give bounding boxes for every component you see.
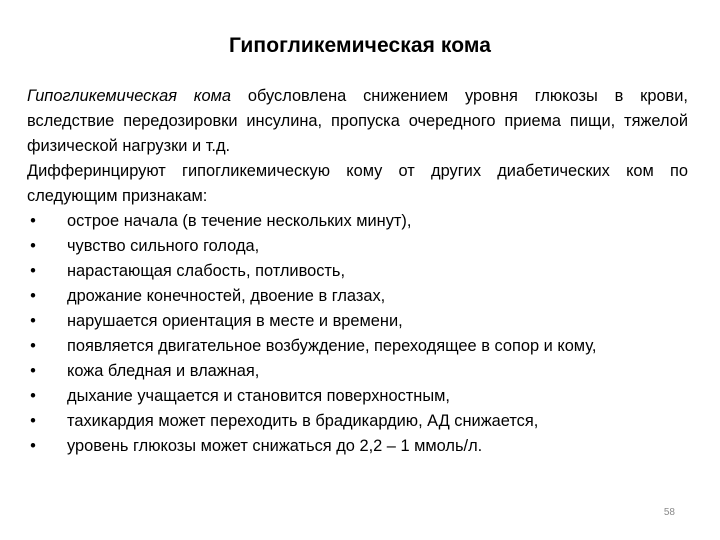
intro-text: обусловлена снижением уровня глюкозы в крови, вследствие передозировки инсулина, пропуска очередного приема пищи, тяжелой физической нагрузки и т.д.: [27, 87, 688, 155]
list-item-text: острое начала (в течение нескольких минут),: [67, 212, 412, 230]
list-item-text: нарастающая слабость, потливость,: [67, 262, 346, 280]
list-item-text: дыхание учащается и становится поверхностным,: [67, 387, 450, 405]
bullet-icon: •: [30, 262, 36, 280]
differentiation-paragraph: Дифферинцируют гипогликемическую кому от других диабетических ком по следующим признакам:: [27, 162, 688, 205]
bullet-icon: •: [30, 412, 36, 430]
list-item-text: тахикардия может переходить в брадикардию, АД снижается,: [67, 412, 539, 430]
bullet-icon: •: [30, 237, 36, 255]
list-item-text: чувство сильного голода,: [67, 237, 260, 255]
list-item: [27, 234, 688, 259]
intro-paragraph: [27, 84, 688, 159]
list-item: [27, 384, 688, 409]
list-item: [27, 434, 688, 459]
bullet-icon: •: [30, 312, 36, 330]
bullet-icon: •: [30, 437, 36, 455]
slide-title: Гипогликемическая кома: [228, 34, 492, 57]
list-item: [27, 359, 688, 384]
bullet-icon: •: [30, 287, 36, 305]
list-item: [27, 409, 688, 434]
list-item: [27, 334, 688, 359]
list-item-text: появляется двигательное возбуждение, переходящее в сопор и кому,: [67, 337, 597, 355]
bullet-icon: •: [30, 387, 36, 405]
list-item: [27, 259, 688, 284]
bullet-icon: •: [30, 362, 36, 380]
bullet-icon: •: [30, 212, 36, 230]
bullet-icon: •: [30, 337, 36, 355]
slide-body: [27, 84, 688, 459]
symptom-list: [27, 209, 688, 459]
intro-term: Гипогликемическая кома: [27, 87, 231, 105]
list-item-text: кожа бледная и влажная,: [67, 362, 260, 380]
list-item-text: уровень глюкозы может снижаться до 2,2 – 1 ммоль/л.: [67, 437, 483, 455]
list-item-text: нарушается ориентация в месте и времени,: [67, 312, 403, 330]
list-item: [27, 309, 688, 334]
list-item: [27, 209, 688, 234]
list-item-text: дрожание конечностей, двоение в глазах,: [67, 287, 386, 305]
list-item: [27, 284, 688, 309]
page-number: 58: [663, 507, 675, 518]
